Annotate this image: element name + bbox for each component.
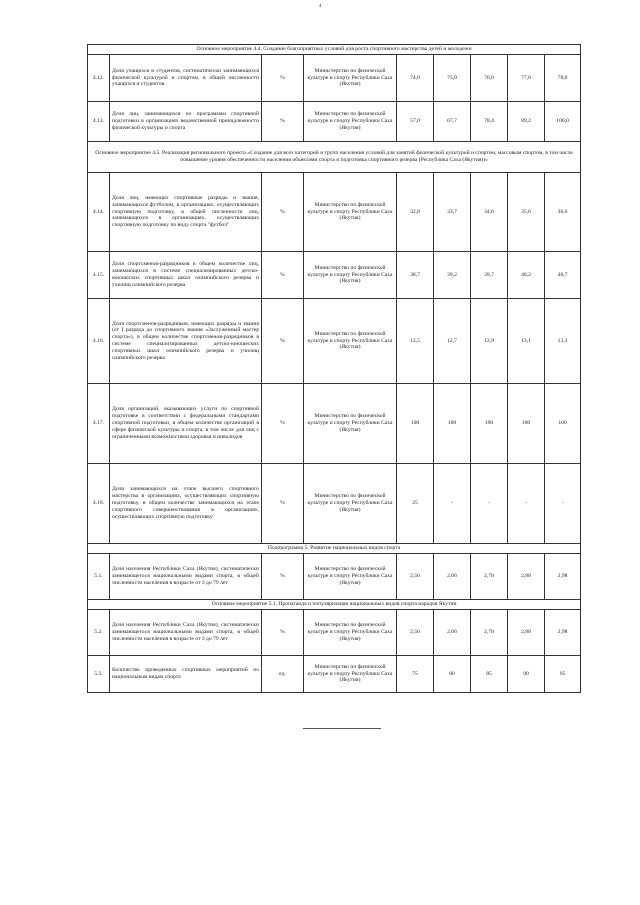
value-cell: 13,1 xyxy=(508,299,545,384)
value-cell: 78,4 xyxy=(471,102,508,142)
value-cell: 100 xyxy=(471,384,508,464)
value-cell: 2,98 xyxy=(545,554,581,600)
value-cell: 39,2 xyxy=(434,252,471,299)
section-row xyxy=(88,544,581,554)
section-title: Подпрограмма 5. Развитие национальных видов спорта xyxy=(88,544,581,554)
value-cell: 25 xyxy=(397,464,434,544)
value-cell: 78,0 xyxy=(545,55,581,102)
value-cell: - xyxy=(545,464,581,544)
value-cell: 2,56 xyxy=(397,610,434,656)
value-cell: 80 xyxy=(434,656,471,693)
value-cell: 34,6 xyxy=(471,173,508,252)
responsible-cell: Министерство по физической культуре и спорту Республики Саха (Якутия) xyxy=(304,384,397,464)
value-cell: 74,0 xyxy=(397,55,434,102)
responsible-cell: Министерство по физической культуре и спорту Республики Саха (Якутия) xyxy=(304,464,397,544)
responsible-cell: Министерство по физической культуре и спорту Республики Саха (Якутия) xyxy=(304,554,397,600)
table-row xyxy=(88,554,581,600)
row-number: 4.16. xyxy=(88,299,110,384)
value-cell: 40,2 xyxy=(508,252,545,299)
value-cell: 77,0 xyxy=(508,55,545,102)
responsible-cell: Министерство по физической культуре и спорту Республики Саха (Якутия) xyxy=(304,102,397,142)
value-cell: 57,0 xyxy=(397,102,434,142)
indicator-name: Количество проведенных спортивных мероприятий по национальным видам спорта xyxy=(110,656,262,693)
value-cell: 33,7 xyxy=(434,173,471,252)
unit-cell: % xyxy=(262,464,304,544)
indicator-name: Доля лиц, имеющих спортивные разряды и звания, занимающихся футболом, в организациях, осуществляющих спортивную подготовку, в общей численности лиц, занимающихся в организациях, осуществляющих спортивную подготовку по виду спорта "футбол" xyxy=(110,173,262,252)
indicator-name: Доля учащихся и студентов, систематически занимающихся физической культурой и спортом, в общей численности учащихся и студентов xyxy=(110,55,262,102)
value-cell: 2,78 xyxy=(471,554,508,600)
table-row xyxy=(88,299,581,384)
table-row xyxy=(88,55,581,102)
value-cell: 35,6 xyxy=(508,173,545,252)
unit-cell: % xyxy=(262,554,304,600)
page-number: 4 xyxy=(318,4,322,9)
value-cell: 12,5 xyxy=(397,299,434,384)
value-cell: 100 xyxy=(545,384,581,464)
row-number: 4.18. xyxy=(88,464,110,544)
row-number: 4.17. xyxy=(88,384,110,464)
value-cell: 100,0 xyxy=(545,102,581,142)
indicator-name: Доля спортсменов-разрядников, имеющих разряды и звания (от I разряда до спортивного звания «Заслуженный мастер спорта»), в общем количестве спортсменов-разрядников в системе специализированных детско-юношеских спортивных школ олимпийского резерва и училищ олимпийского резерва xyxy=(110,299,262,384)
table-row xyxy=(88,464,581,544)
unit-cell: ед. xyxy=(262,656,304,693)
indicator-name: Доля населения Республики Саха (Якутия), систематически занимающегося национальными видами спорта, в общей численности населения в возрасте от 3 до 79 лет xyxy=(110,554,262,600)
unit-cell: % xyxy=(262,299,304,384)
value-cell: 75,0 xyxy=(434,55,471,102)
responsible-cell: Министерство по физической культуре и спорту Республики Саха (Якутия) xyxy=(304,656,397,693)
value-cell: 2,98 xyxy=(545,610,581,656)
value-cell: 39,7 xyxy=(471,252,508,299)
indicator-name: Доля организаций, оказывающих услуги по спортивной подготовке в соответствии с федеральными стандартами спортивной подготовки, в общем количестве организаций в сфере физической культуры и спорта, в том числе для лиц с ограниченными возможностями здоровья и инвалидов xyxy=(110,384,262,464)
value-cell: 36,6 xyxy=(545,173,581,252)
value-cell: 32,8 xyxy=(397,173,434,252)
table-row xyxy=(88,656,581,693)
value-cell: 85 xyxy=(471,656,508,693)
row-number: 4.15. xyxy=(88,252,110,299)
section-title: Основное мероприятие 4.4. Создание благоприятных условий для роста спортивного мастерства детей и молодежи xyxy=(88,45,581,55)
value-cell: 67,7 xyxy=(434,102,471,142)
value-cell: 2,88 xyxy=(508,554,545,600)
row-number: 4.12. xyxy=(88,55,110,102)
value-cell: 40,7 xyxy=(545,252,581,299)
unit-cell: % xyxy=(262,610,304,656)
value-cell: 2,66 xyxy=(434,554,471,600)
value-cell: 2,56 xyxy=(397,554,434,600)
unit-cell: % xyxy=(262,252,304,299)
section-title: Основное мероприятие 5.1. Пропаганда и популяризация национальных видов спорта народов Якутии xyxy=(88,600,581,610)
responsible-cell: Министерство по физической культуре и спорту Республики Саха (Якутия) xyxy=(304,55,397,102)
table-row xyxy=(88,173,581,252)
footer-divider xyxy=(303,728,381,729)
row-number: 5.1. xyxy=(88,554,110,600)
value-cell: 100 xyxy=(397,384,434,464)
value-cell: 76,0 xyxy=(471,55,508,102)
value-cell: 12,7 xyxy=(434,299,471,384)
value-cell: 95 xyxy=(545,656,581,693)
value-cell: 100 xyxy=(434,384,471,464)
unit-cell: % xyxy=(262,102,304,142)
section-title: Основное мероприятие 4.5. Реализация регионального проекта «Создание для всех категорий и групп населения условий для занятий физической культурой и спортом, массовым спортом, в том числе повышение уровня обеспеченности населения объектами спорта и подготовка спортивного резерва (Республика Саха (Якутия))» xyxy=(88,142,581,173)
value-cell: 2,88 xyxy=(508,610,545,656)
row-number: 5.2. xyxy=(88,610,110,656)
table-row xyxy=(88,102,581,142)
value-cell: 90 xyxy=(508,656,545,693)
value-cell: 12,9 xyxy=(471,299,508,384)
value-cell: 89,2 xyxy=(508,102,545,142)
value-cell: 38,7 xyxy=(397,252,434,299)
row-number: 4.14. xyxy=(88,173,110,252)
value-cell: - xyxy=(434,464,471,544)
table-row xyxy=(88,610,581,656)
unit-cell: % xyxy=(262,384,304,464)
section-row xyxy=(88,142,581,173)
row-number: 5.3. xyxy=(88,656,110,693)
row-number: 4.13. xyxy=(88,102,110,142)
responsible-cell: Министерство по физической культуре и спорту Республики Саха (Якутия) xyxy=(304,252,397,299)
value-cell: 2,66 xyxy=(434,610,471,656)
responsible-cell: Министерство по физической культуре и спорту Республики Саха (Якутия) xyxy=(304,610,397,656)
unit-cell: % xyxy=(262,55,304,102)
value-cell: 100 xyxy=(508,384,545,464)
value-cell: 13,3 xyxy=(545,299,581,384)
indicators-table xyxy=(87,44,581,693)
table-row xyxy=(88,384,581,464)
table-row xyxy=(88,252,581,299)
section-row xyxy=(88,45,581,55)
responsible-cell: Министерство по физической культуре и спорту Республики Саха (Якутия) xyxy=(304,299,397,384)
indicator-name: Доля занимающихся на этапе высшего спортивного мастерства в организациях, осуществляющих спортивную подготовку, в общем количестве занимающихся на этапе спортивного совершенствования в организациях, осуществляющих спортивную подготовку xyxy=(110,464,262,544)
indicator-name: Доля лиц, занимающихся по программам спортивной подготовки в организациях ведомственной принадлежности физической культуры и спорта xyxy=(110,102,262,142)
value-cell: - xyxy=(508,464,545,544)
indicator-name: Доля населения Республики Саха (Якутия), систематически занимающегося национальными видами спорта, в общей численности населения в возрасте от 3 до 79 лет xyxy=(110,610,262,656)
value-cell: - xyxy=(471,464,508,544)
responsible-cell: Министерство по физической культуре и спорту Республики Саха (Якутия) xyxy=(304,173,397,252)
section-row xyxy=(88,600,581,610)
value-cell: 75 xyxy=(397,656,434,693)
value-cell: 2,78 xyxy=(471,610,508,656)
indicator-name: Доля спортсменов-разрядников в общем количестве лиц, занимающихся в системе специализированных детско-юношеских спортивных школ олимпийского резерва и училищ олимпийского резерва xyxy=(110,252,262,299)
unit-cell: % xyxy=(262,173,304,252)
